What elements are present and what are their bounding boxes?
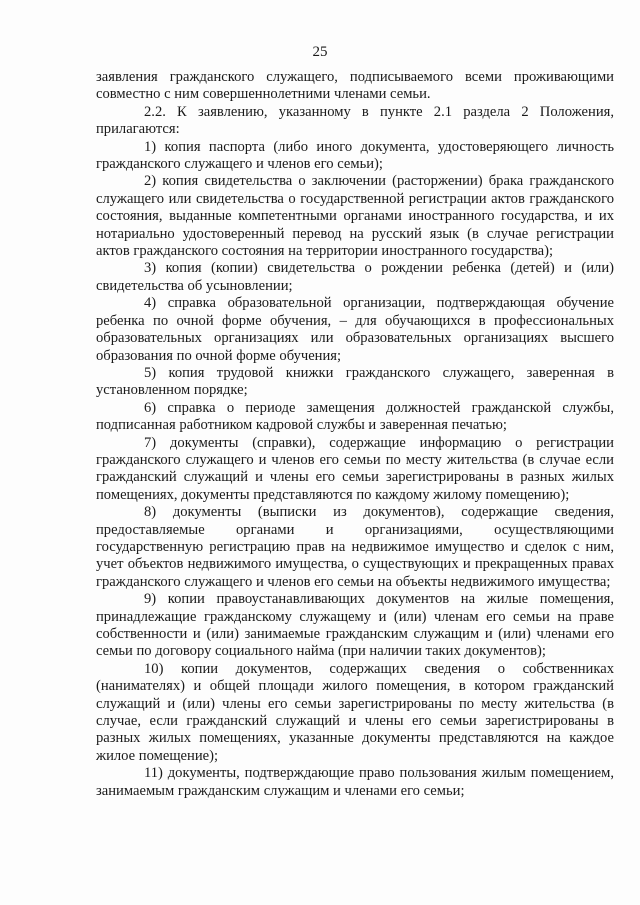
list-item-4: 4) справка образовательной организации, подтверждающая обучение ребенка по очной форме обучения, – для обучающихся в профессиональных образовательных организациях или образовательных организациях высшего образования по очной форме обучения; <box>96 295 614 364</box>
paragraph-continuation: заявления гражданского служащего, подписываемого всеми проживающими совместно с ним совершеннолетними членами семьи. <box>96 69 614 103</box>
list-item-3: 3) копия (копии) свидетельства о рождении ребенка (детей) и (или) свидетельства об усыновлении; <box>96 260 614 294</box>
list-item-5: 5) копия трудовой книжки гражданского служащего, заверенная в установленном порядке; <box>96 364 614 399</box>
list-item-8: 8) документы (выписки из документов), содержащие сведения, предоставляемые органами и организациями, осуществляющими государственную регистрацию прав на недвижимое имущество и сделок с ним, учет объектов недвижимого имущества, о существующих и прекращенных правах гражданского служащего и членов его семьи на объекты недвижимого имущества; <box>96 504 614 590</box>
list-item-6: 6) справка о периоде замещения должностей гражданской службы, подписанная работником кадровой службы и заверенная печатью; <box>96 399 614 434</box>
list-item-2: 2) копия свидетельства о заключении (расторжении) брака гражданского служащего или свидетельства о государственной регистрации актов гражданского состояния, выданные компетентными органами иностранного государства, и их нотариально удостоверенный перевод на русский язык (в случае регистрации актов гражданского состояния на территории иностранного государства); <box>96 173 614 260</box>
list-item-11: 11) документы, подтверждающие право пользования жилым помещением, занимаемым гражданским служащим и членами его семьи; <box>96 765 614 799</box>
page-number: 25 <box>312 44 328 60</box>
document-body <box>96 69 614 800</box>
list-item-1: 1) копия паспорта (либо иного документа, удостоверяющего личность гражданского служащего и членов его семьи); <box>96 138 614 173</box>
list-item-9: 9) копии правоустанавливающих документов на жилые помещения, принадлежащие гражданскому служащему и (или) членам его семьи на праве собственности и (или) занимаемые гражданским служащим и (или) членами его семьи по договору социального найма (при наличии таких документов); <box>96 591 614 660</box>
list-item-7: 7) документы (справки), содержащие информацию о регистрации гражданского служащего и членов его семьи по месту жительства (в случае если гражданский служащий и члены его семьи зарегистрированы в разных жилых помещениях, документы представляются по каждому жилому помещению); <box>96 434 614 503</box>
paragraph-section-2-2: 2.2. К заявлению, указанному в пункте 2.1 раздела 2 Положения, прилагаются: <box>96 103 614 138</box>
list-item-10: 10) копии документов, содержащих сведения о собственниках (нанимателях) и общей площади жилого помещения, в котором гражданский служащий и (или) члены его семьи зарегистрированы по месту жительства (в случае, если гражданский служащий и члены его семьи зарегистрированы в разных жилых помещениях, указанные документы представляются на каждое жилое помещение); <box>96 660 614 764</box>
